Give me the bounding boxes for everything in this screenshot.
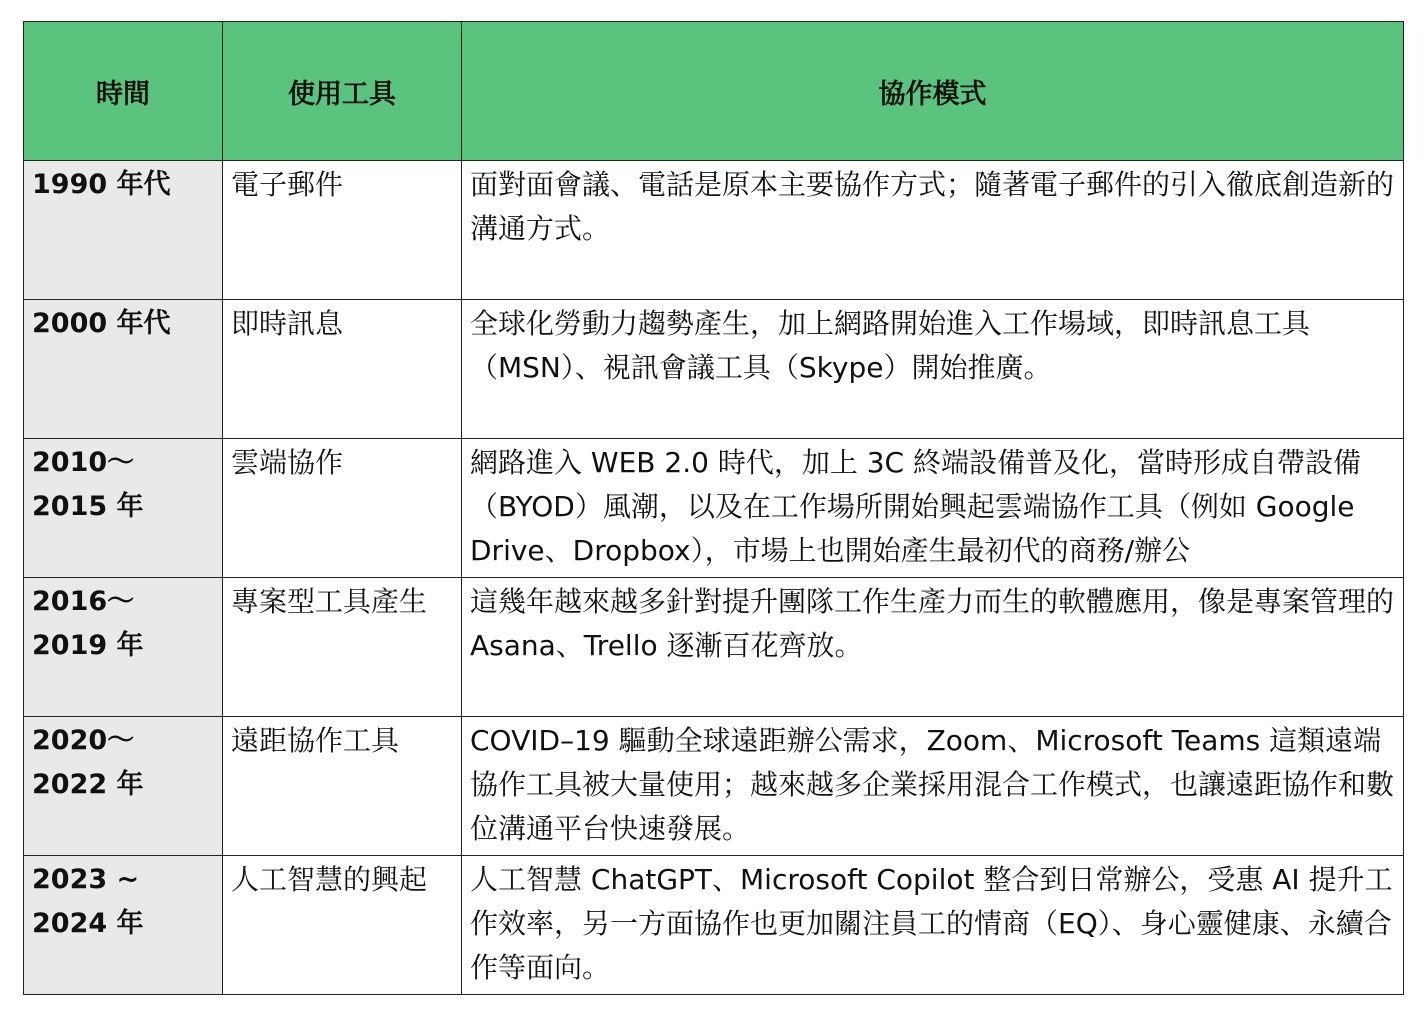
period-text: 2024 年 xyxy=(32,908,144,939)
mode-text: COVID–19 驅動全球遠距辦公需求，Zoom、Microsoft Teams 這類遠端協作工具被大量使用；越來越多企業採用混合工作模式，也讓遠距協作和數位溝通平台快速發展。 xyxy=(470,724,1395,845)
mode-text: 全球化勞動力趨勢產生，加上網路開始進入工作場域，即時訊息工具（MSN）、視訊會議工具（Skype）開始推廣。 xyxy=(470,307,1311,384)
tool-cell: 人工智慧的興起 xyxy=(223,856,462,995)
period-text: 2019 年 xyxy=(32,630,144,661)
period-cell xyxy=(24,578,223,717)
header-mode: 協作模式 xyxy=(462,22,1404,161)
period-text: 2023 ~ xyxy=(32,864,140,895)
mode-cell xyxy=(462,300,1404,439)
tool-cell: 電子郵件 xyxy=(223,161,462,300)
tool-cell: 雲端協作 xyxy=(223,439,462,578)
table-row xyxy=(24,439,1404,578)
table-row xyxy=(24,300,1404,439)
period-text: 2015 年 xyxy=(32,491,144,522)
mode-text: 網路進入 WEB 2.0 時代，加上 3C 終端設備普及化，當時形成自帶設備（BYOD）風潮，以及在工作場所開始興起雲端協作工具（例如 Google Drive、Dropbox），市場上也開始產生最初代的商務/辦公 xyxy=(470,446,1361,567)
header-period: 時間 xyxy=(24,22,223,161)
period-text: 2020～ xyxy=(32,725,135,756)
mode-text: 面對面會議、電話是原本主要協作方式；隨著電子郵件的引入徹底創造新的溝通方式。 xyxy=(470,168,1395,245)
tool-cell: 遠距協作工具 xyxy=(223,717,462,856)
period-cell xyxy=(24,856,223,995)
period-text: 2000 年代 xyxy=(32,308,171,339)
mode-cell xyxy=(462,439,1404,578)
mode-cell xyxy=(462,578,1404,717)
table-row xyxy=(24,578,1404,717)
period-cell xyxy=(24,717,223,856)
table-row xyxy=(24,717,1404,856)
period-text: 2022 年 xyxy=(32,769,144,800)
table-row xyxy=(24,856,1404,995)
tool-cell: 即時訊息 xyxy=(223,300,462,439)
table-header xyxy=(24,22,1404,161)
mode-cell xyxy=(462,856,1404,995)
period-cell xyxy=(24,300,223,439)
period-text: 1990 年代 xyxy=(32,169,171,200)
header-row xyxy=(24,22,1404,161)
collaboration-timeline-table xyxy=(23,21,1404,995)
mode-text: 這幾年越來越多針對提升團隊工作生產力而生的軟體應用，像是專案管理的 Asana、Trello 逐漸百花齊放。 xyxy=(470,585,1395,662)
table-row xyxy=(24,161,1404,300)
table-body xyxy=(24,161,1404,995)
mode-text: 人工智慧 ChatGPT、Microsoft Copilot 整合到日常辦公，受惠 AI 提升工作效率，另一方面協作也更加關注員工的情商（EQ）、身心靈健康、永續合作等面向。 xyxy=(470,863,1393,984)
period-cell xyxy=(24,439,223,578)
mode-cell xyxy=(462,161,1404,300)
header-tool: 使用工具 xyxy=(223,22,462,161)
tool-cell: 專案型工具產生 xyxy=(223,578,462,717)
period-text: 2016～ xyxy=(32,586,135,617)
period-cell xyxy=(24,161,223,300)
mode-cell xyxy=(462,717,1404,856)
period-text: 2010～ xyxy=(32,447,135,478)
